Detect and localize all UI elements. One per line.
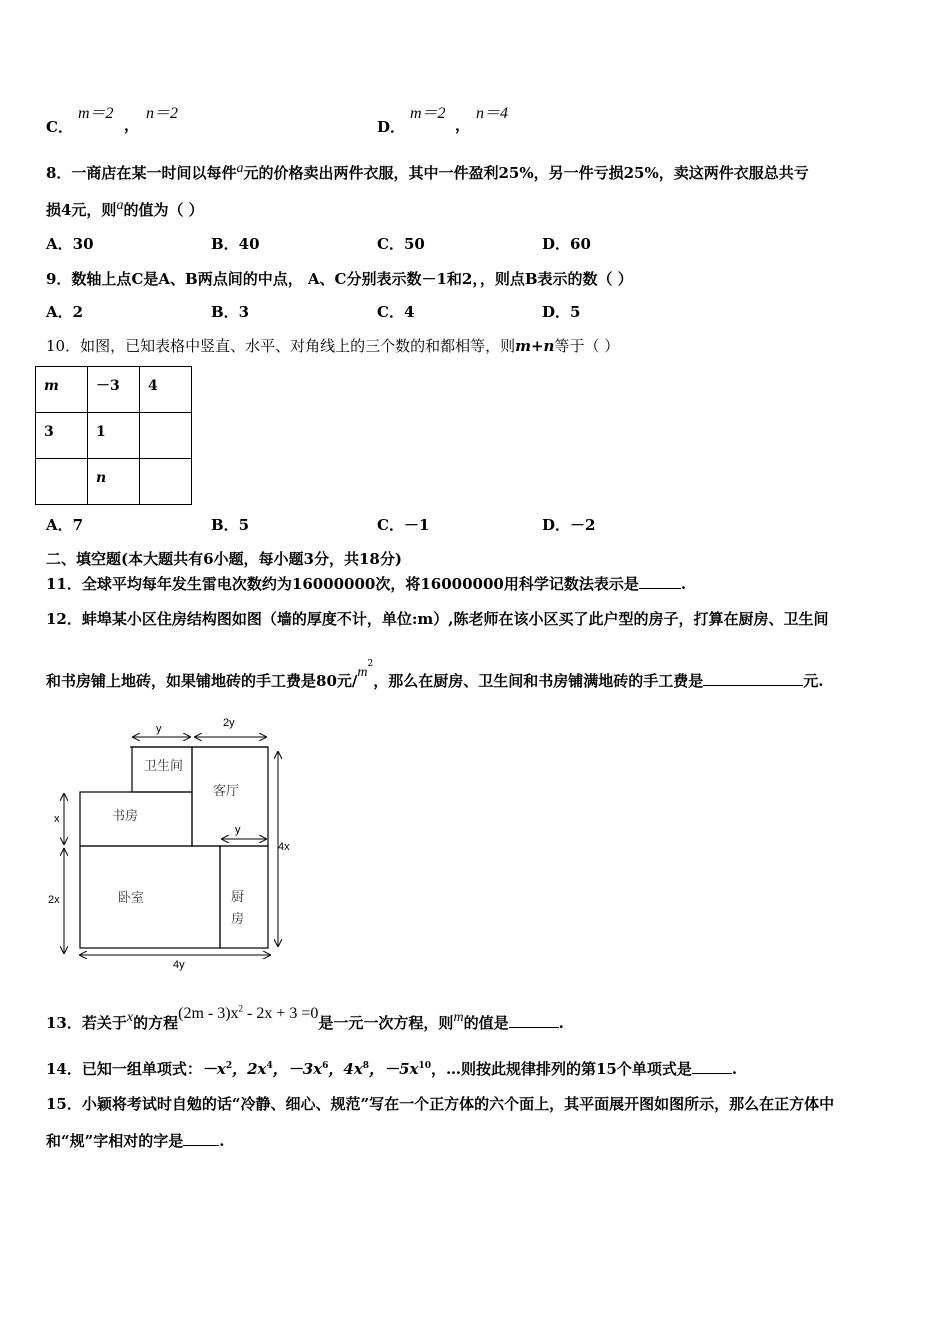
q15-line2 xyxy=(46,1130,225,1151)
magic-square-table xyxy=(35,366,192,505)
q15-line1: 15．小颖将考试时自勉的话“冷静、细心、规范”写在一个正方体的六个面上，其平面展开图如图所示，那么在正方体中 xyxy=(46,1095,835,1113)
grid-cell: 4 xyxy=(140,367,192,413)
room-label-kitchen-2: 房 xyxy=(231,911,245,926)
q13-eq-a: (2m xyxy=(178,1005,204,1022)
q12-line1: 12．蚌埠某小区住房结构图如图（墙的厚度不计，单位:m）,陈老师在该小区买了此户型的房子，打算在厨房、卫生间 xyxy=(46,610,829,628)
q10-option-a: A．7 xyxy=(46,516,84,534)
q8-var-a-2: a xyxy=(116,198,124,213)
answer-blank[interactable] xyxy=(639,574,681,589)
room-label-study: 书房 xyxy=(112,808,139,823)
q13-post: 是一元一次方程，则 xyxy=(318,1014,454,1032)
grid-cell xyxy=(36,459,88,505)
q11-text: 11．全球平均每年发生雷电次数约为16000000次，将16000000用科学记数法表示是 xyxy=(46,575,639,593)
q10-option-c: C．－1 xyxy=(377,516,430,534)
q12-line2-post: ，那么在厨房、卫生间和书房铺满地砖的手工费是 xyxy=(373,672,704,690)
dim-label-2x: 2x xyxy=(48,894,60,906)
q8-line2-pre: 损4元，则 xyxy=(46,201,117,219)
q13-eq-b: - 3)x xyxy=(207,1005,239,1022)
q15-line2-text: 和“规”字相对的字是 xyxy=(46,1132,184,1150)
q14-exp: 2 xyxy=(225,1061,233,1071)
answer-blank[interactable] xyxy=(703,671,803,686)
dim-label-4y: 4y xyxy=(173,959,185,971)
q9-option-a: A．2 xyxy=(46,303,84,321)
q9-option-b: B．3 xyxy=(211,303,250,321)
answer-blank[interactable] xyxy=(692,1059,732,1074)
q10-text xyxy=(46,335,619,356)
q12-line2-end: 元. xyxy=(803,672,824,690)
q14-exp: 10 xyxy=(418,1061,431,1071)
room-label-bedroom: 卧室 xyxy=(118,890,145,905)
section-heading: 二、填空题(本大题共有6小题，每小题3分，共18分) xyxy=(46,550,402,568)
dim-label-x: x xyxy=(54,813,60,825)
q13-mid: 的方程 xyxy=(133,1014,179,1032)
q8-option-b: B．40 xyxy=(211,235,260,253)
q14-term: ，－5x xyxy=(369,1060,419,1078)
grid-cell: n xyxy=(88,459,140,505)
q8-line1-post: 元的价格卖出两件衣服，其中一件盈利25%，另一件亏损25%，卖这两件衣服总共亏 xyxy=(243,164,809,182)
q8-line2 xyxy=(46,199,204,220)
q13-var-x: x xyxy=(126,1010,134,1025)
q14-term: ，4x xyxy=(328,1060,363,1078)
room-label-kitchen-1: 厨 xyxy=(231,889,245,904)
grid-cell: 3 xyxy=(36,413,88,459)
q8-var-a: a xyxy=(236,161,244,176)
grid-cell xyxy=(140,413,192,459)
q13 xyxy=(46,1003,564,1033)
q14 xyxy=(46,1058,737,1079)
grid-cell: －3 xyxy=(88,367,140,413)
q11-end: . xyxy=(680,575,687,593)
q8-option-c: C．50 xyxy=(377,235,425,253)
q7-c-n: n＝2 xyxy=(146,105,179,122)
q14-exp: 8 xyxy=(362,1061,370,1071)
q13-equation xyxy=(178,1005,318,1022)
q7-d-m: m＝2 xyxy=(410,105,446,122)
q10-option-b: B．5 xyxy=(211,516,250,534)
q14-term: ，－3x xyxy=(272,1060,323,1078)
q14-exp: 6 xyxy=(322,1061,329,1071)
q12-unit-m: m xyxy=(357,665,368,680)
q10-var: m+n xyxy=(515,337,555,355)
q9-option-d: D．5 xyxy=(542,303,581,321)
grid-cell xyxy=(140,459,192,505)
q7-d-label: D． xyxy=(377,118,406,136)
q12-line2-pre: 和书房铺上地砖，如果铺地砖的手工费是80元/ xyxy=(46,672,358,690)
q8-line2-post: 的值为（ ） xyxy=(123,201,204,219)
q14-end: . xyxy=(731,1060,738,1078)
q8-option-a: A．30 xyxy=(46,235,94,253)
room-label-bathroom: 卫生间 xyxy=(144,758,184,773)
q10-text-pre: 10．如图，已知表格中竖直、水平、对角线上的三个数的和都相等，则 xyxy=(46,337,516,355)
answer-blank[interactable] xyxy=(509,1013,559,1028)
q14-term: －x xyxy=(201,1060,226,1078)
q12-line2 xyxy=(46,659,824,691)
bedroom-room xyxy=(80,846,220,948)
q9-option-c: C．4 xyxy=(377,303,415,321)
q14-term: ，2x xyxy=(232,1060,267,1078)
q8-option-d: D．60 xyxy=(542,235,591,253)
q13-dot: . xyxy=(558,1014,564,1032)
q10-text-post: 等于（ ） xyxy=(554,337,620,355)
room-label-living: 客厅 xyxy=(213,783,240,798)
q13-pre: 13．若关于 xyxy=(46,1014,127,1032)
grid-cell: 1 xyxy=(88,413,140,459)
q11 xyxy=(46,573,686,594)
q7-d-n: n＝4 xyxy=(476,105,509,122)
q14-pre: 14．已知一组单项式： xyxy=(46,1060,202,1078)
table-row xyxy=(36,459,192,505)
table-row xyxy=(36,413,192,459)
q13-var-m: m xyxy=(453,1010,464,1025)
q7-c-comma: ， xyxy=(124,116,140,134)
q8-line1 xyxy=(46,162,809,183)
q13-eq-exp: 2 xyxy=(238,1003,244,1014)
dim-label-2y: 2y xyxy=(223,717,235,729)
answer-blank[interactable] xyxy=(183,1131,219,1146)
q14-post: ，…则按此规律排列的第15个单项式是 xyxy=(430,1060,692,1078)
q12-unit-exp: 2 xyxy=(367,659,374,669)
q7-option-c xyxy=(46,116,73,137)
q7-d-comma: ， xyxy=(455,116,471,134)
q9-text: 9．数轴上点C是A、B两点间的中点， A、C分别表示数－1和2，，则点B表示的数（ ） xyxy=(46,270,633,288)
q15-end: . xyxy=(219,1132,225,1150)
dim-label-4x: 4x xyxy=(278,841,290,853)
dim-label-y-top: y xyxy=(156,723,162,735)
q13-end: 的值是 xyxy=(463,1014,509,1032)
q10-option-d: D．－2 xyxy=(542,516,596,534)
table-row xyxy=(36,367,192,413)
floor-plan-diagram xyxy=(40,712,300,974)
q8-line1-pre: 8．一商店在某一时间以每件 xyxy=(46,164,237,182)
q13-eq-c: - 2x + 3 =0 xyxy=(247,1005,319,1022)
q7-c-label: C． xyxy=(46,118,73,136)
q14-exp: 4 xyxy=(266,1061,273,1071)
dim-label-y-mid: y xyxy=(235,824,241,836)
q7-c-m: m＝2 xyxy=(78,105,114,122)
q7-option-d xyxy=(377,116,405,137)
grid-cell: m xyxy=(36,367,88,413)
